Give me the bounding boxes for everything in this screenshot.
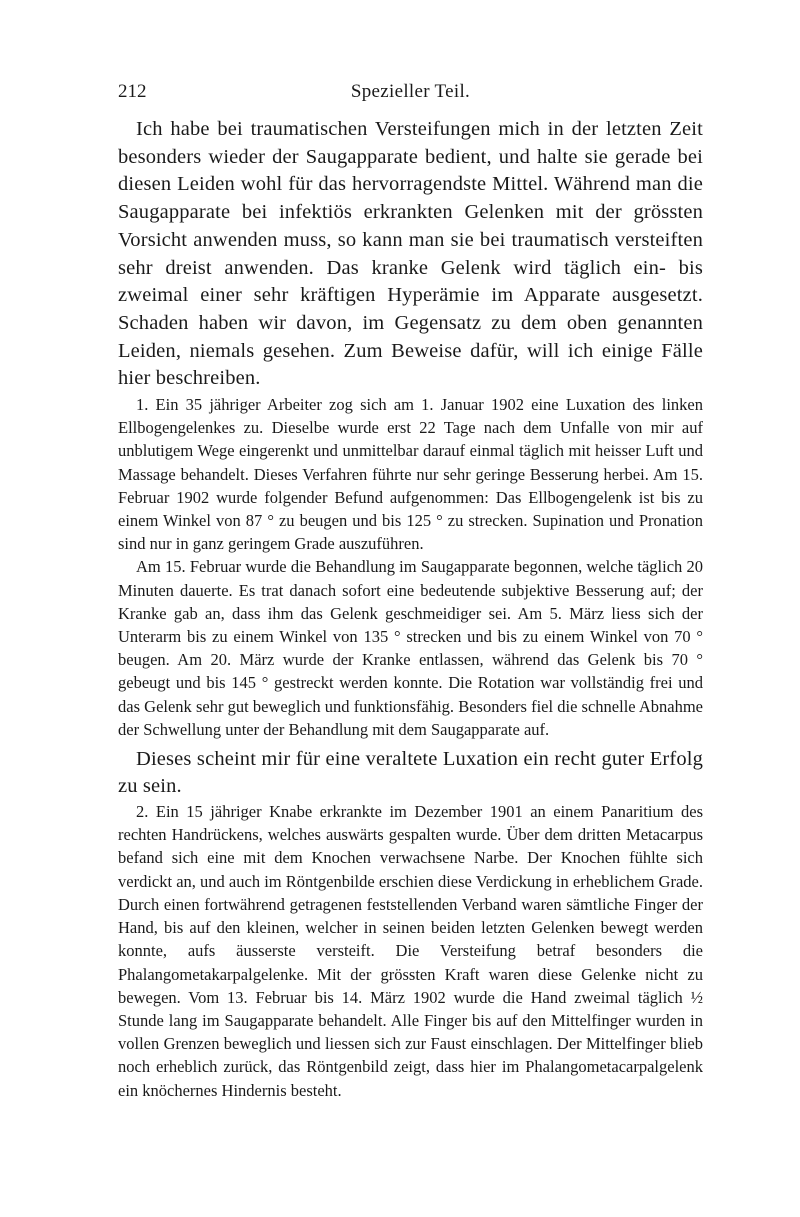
case-1-paragraph: 1. Ein 35 jähriger Arbeiter zog sich am 1. Januar 1902 eine Luxation des linken Ellbogengelenkes zu. Dieselbe wurde erst 22 Tage nach dem Unfalle von mir auf unblutigem Wege eingerenkt und unmittelbar darauf einmal täglich mit heisser Luft und Massage behandelt. Dieses Verfahren führte nur sehr geringe Besserung herbei. Am 15. Februar 1902 wurde folgender Befund aufgenommen: Das Ellbogengelenk ist bis zu einem Winkel von 87 ° zu beugen und bis 125 ° zu strecken. Supination und Pronation sind nur in ganz geringem Grade auszuführen. bbox=[118, 395, 703, 554]
running-head bbox=[118, 80, 703, 104]
running-title: Spezieller Teil. bbox=[350, 81, 471, 102]
case-1-treatment-paragraph: Am 15. Februar wurde die Behandlung im Saugapparate begonnen, welche täglich 20 Minuten dauerte. Es trat danach sofort eine bedeutende subjektive Besserung auf; der Kranke gab an, dass ihm das Gelenk geschmeidiger sei. Am 5. März liess sich der Unterarm bis zu einem Winkel von 135 ° strecken und bis zu einem Winkel von 70 ° beugen. Am 20. März wurde der Kranke entlassen, während das Gelenk bis 70 ° gebeugt und bis 145 ° gestreckt werden konnte. Die Rotation war vollständig frei und das Gelenk sehr gut beweglich und funktionsfähig. Besonders fiel die schnelle Abnahme der Schwellung unter der Behandlung mit dem Saugapparate auf. bbox=[118, 557, 703, 739]
case-2-paragraph: 2. Ein 15 jähriger Knabe erkrankte im Dezember 1901 an einem Panaritium des rechten Handrückens, welches auswärts gespalten wurde. Über dem dritten Metacarpus befand sich eine mit dem Knochen verwachsene Narbe. Der Knochen fühlte sich verdickt an, und auch im Röntgenbilde erschien diese Verdickung in erheblichem Grade. Durch einen fortwährend getragenen feststellenden Verband waren sämtliche Finger der Hand, bis auf den kleinen, welcher in seinen beiden letzten Gelenken bewegt werden konnte, aufs äusserste versteift. Die Versteifung betraf besonders die Phalangometakarpalgelenke. Mit der grössten Kraft waren diese Gelenke nicht zu bewegen. Vom 13. Februar bis 14. März 1902 wurde die Hand zweimal täglich ½ Stunde lang im Saugapparate behandelt. Alle Finger bis auf den Mittelfinger wurden in vollen Grenzen beweglich und liessen sich zur Faust einschlagen. Der Mittelfinger blieb noch erheblich zurück, das Röntgenbild zeigt, dass hier im Phalangometacarpalgelenk ein knöchernes Hindernis besteht. bbox=[118, 802, 703, 1100]
page-body bbox=[118, 116, 703, 1102]
page-number: 212 bbox=[118, 81, 147, 102]
intro-paragraph: Ich habe bei traumatischen Versteifungen mich in der letzten Zeit besonders wieder der Saugapparate bedient, und halte sie gerade bei diesen Leiden wohl für das hervorragendste Mittel. Während man die Saugapparate bei infektiös erkrankten Gelenken mit der grössten Vorsicht anwenden muss, so kann man sie bei traumatisch versteiften sehr dreist anwenden. Das kranke Gelenk wird täglich ein- bis zweimal einer sehr kräftigen Hyperämie im Apparate ausgesetzt. Schaden haben wir davon, im Gegensatz zu dem oben genannten Leiden, niemals gesehen. Zum Beweise dafür, will ich einige Fälle hier beschreiben. bbox=[118, 118, 703, 390]
case-1-conclusion-paragraph: Dieses scheint mir für eine veraltete Luxation ein recht guter Erfolg zu sein. bbox=[118, 748, 703, 798]
